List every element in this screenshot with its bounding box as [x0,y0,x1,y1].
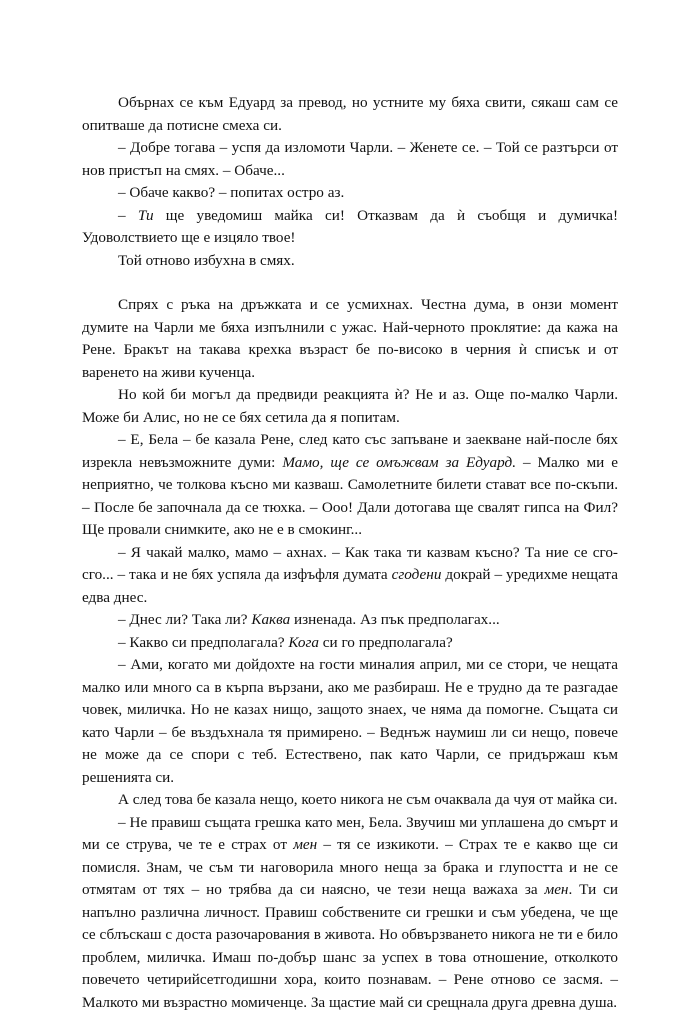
paragraph: – Обаче какво? – попитах остро аз. [82,182,618,205]
paragraph: Спрях с ръка на дръжката и се усмихнах. Честна дума, в онзи момент думите на Чарли ме бяха изпълнили с ужас. Най-черното проклятие: да кажа на Рене. Бракът на такава крехка възраст бе по-високо в черния ѝ списък и от варенето на живи кученца. [82,294,618,384]
paragraph: – Добре тогава – успя да изломоти Чарли. – Женете се. – Той се разтърси от нов пристъп на смях. – Обаче... [82,137,618,182]
section-one [82,92,618,272]
paragraph: – Ти ще уведомиш майка си! Отказвам да ѝ съобщя и думичка! Удоволствието ще е изцяло твое! [82,205,618,250]
paragraph: Но кой би могъл да предвиди реакцията ѝ? Не и аз. Още по-малко Чарли. Може би Алис, но не се бях сетила да я попитам. [82,384,618,429]
section-two [82,294,618,1014]
paragraph: – Не правиш същата грешка като мен, Бела. Звучиш ми уплашена до смърт и ми се струва, че те е страх от мен – тя се изкикоти. – Страх те е какво ще си помисля. Знам, че съм ти наговорила много неща за брака и глупостта и не се отмятам от тях – но трябва да си наясно, че тези неща важаха за мен. Ти си напълно различна личност. Правиш собствените си грешки и съм убедена, че ще се сблъскаш с доста разочарования в живота. Но обвързването никога не ти е било проблем, миличка. Имаш по-добър шанс за успех в това отношение, отколкото повечето четирийсетгодишни хора, които познавам. – Рене отново се засмя. – Малкото ми възрастно момиченце. За щастие май си срещнала друга древна душа. [82,812,618,1014]
paragraph: – Ами, когато ми дойдохте на гости миналия април, ми се стори, че нещата малко или много са в кърпа вързани, ако ме разбираш. Не е трудно да те разгадае човек, миличка. Но не казах нищо, защото знаех, че няма да помогне. Същата си като Чарли – бе въздъхнала тя примирено. – Веднъж наумиш ли си нещо, повече не може да се спори с теб. Естествено, пак като Чарли, се придържаш към решенията си. [82,654,618,789]
section-break [82,272,618,294]
paragraph: А след това бе казала нещо, което никога не съм очаквала да чуя от майка си. [82,789,618,812]
paragraph: Обърнах се към Едуард за превод, но устните му бяха свити, сякаш сам се опитваше да потисне смеха си. [82,92,618,137]
paragraph: – Днес ли? Така ли? Каква изненада. Аз пък предполагах... [82,609,618,632]
paragraph: Той отново избухна в смях. [82,250,618,273]
book-page [82,92,618,1014]
paragraph: – Е, Бела – бе казала Рене, след като със запъване и заекване най-после бях изрекла невъзможните думи: Мамо, ще се омъжвам за Едуард. – Малко ми е неприятно, че толкова късно ми казваш. Самолетните билети стават все по-скъпи. – После бе започнала да се тюхка. – Ооо! Дали дотогава ще свалят гипса на Фил? Ще провали снимките, ако не е в смокинг... [82,429,618,542]
paragraph: – Какво си предполагала? Кога си го предполагала? [82,632,618,655]
paragraph: – Я чакай малко, мамо – ахнах. – Как така ти казвам късно? Та ние се сго-сго... – така и не бях успяла да изфъфля думата сгодени докрай – уредихме нещата едва днес. [82,542,618,610]
